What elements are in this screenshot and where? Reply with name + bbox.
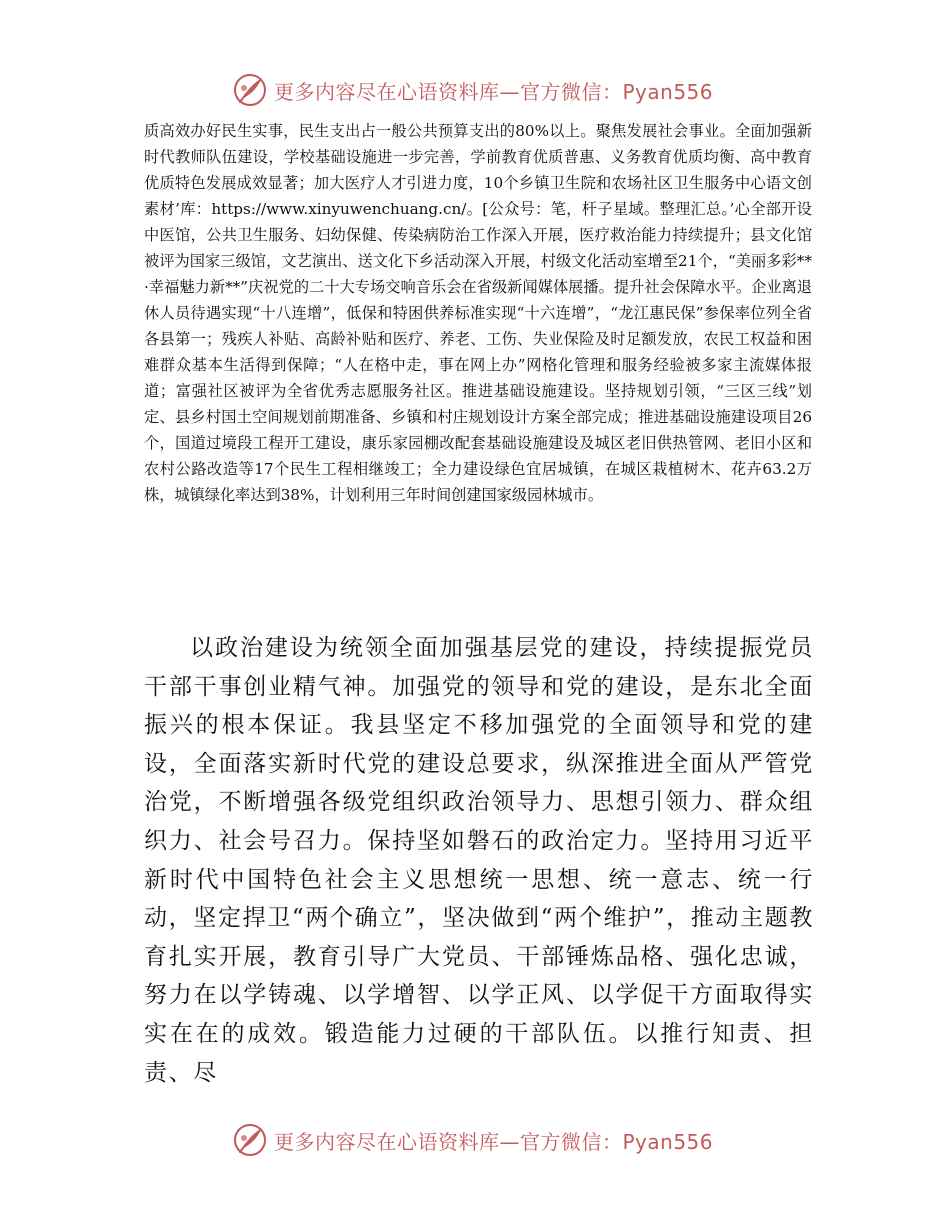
feather-quill-logo-icon <box>232 1122 268 1158</box>
header-watermark <box>232 70 732 110</box>
watermark-text: 更多内容尽在心语资料库—官方微信：Pyan556 <box>274 1129 714 1154</box>
watermark-text: 更多内容尽在心语资料库—官方微信：Pyan556 <box>274 79 714 104</box>
body-paragraph-large: 以政治建设为统领全面加强基层党的建设，持续提振党员干部干事创业精气神。加强党的领导和党的建设，是东北全面振兴的根本保证。我县坚定不移加强党的全面领导和党的建设，全面落实新时代党的建设总要求，纵深推进全面从严管党治党，不断增强各级党组织政治领导力、思想引领力、群众组织力、社会号召力。保持坚如磐石的政治定力。坚持用习近平新时代中国特色社会主义思想统一思想、统一意志、统一行动，坚定捍卫“两个确立”，坚决做到“两个维护”，推动主题教育扎实开展，教育引导广大党员、干部锤炼品格、强化忠诚，努力在以学铸魂、以学增智、以学正风、以学促干方面取得实实在在的成效。锻造能力过硬的干部队伍。以推行知责、担责、尽 <box>144 635 814 1086</box>
body-paragraph-small: 质高效办好民生实事，民生支出占一般公共预算支出的80%以上。聚焦发展社会事业。全面加强新时代教师队伍建设，学校基础设施进一步完善，学前教育优质普惠、义务教育优质均衡、高中教育优质特色发展成效显著；加大医疗人才引进力度，10个乡镇卫生院和农场社区卫生服务中心语文创素材’库：https://www.xinyuwenchuang.cn/。[公众号：笔，杆子星域。整理汇总。’心全部开设中医馆，公共卫生服务、妇幼保健、传染病防治工作深入开展，医疗救治能力持续提升；县文化馆被评为国家三级馆，文艺演出、送文化下乡活动深入开展，村级文化活动室增至21个，“美丽多彩**·幸福魅力新**”庆祝党的二十大专场交响音乐会在省级新闻媒体展播。提升社会保障水平。企业离退休人员待遇实现“十八连增”，低保和特困供养标准实现“十六连增”，“龙江惠民保”参保率位列全省各县第一；残疾人补贴、高龄补贴和医疗、养老、工伤、失业保险及时足额发放，农民工权益和困难群众基本生活得到保障；“人在格中走，事在网上办”网格化管理和服务经验被多家主流媒体报道；富强社区被评为全省优秀志愿服务社区。推进基础设施建设。坚持规划引领，“三区三线”划定、县乡村国土空间规划前期准备、乡镇和村庄规划设计方案全部完成；推进基础设施建设项目26个，国道过境段工程开工建设，康乐家园棚改配套基础设施建设及城区老旧供热管网、老旧小区和农村公路改造等17个民生工程相继竣工；全力建设绿色宜居城镇，在城区栽植树木、花卉63.2万株，城镇绿化率达到38%，计划利用三年时间创建国家级园林城市。 <box>144 122 812 504</box>
feather-quill-logo-icon <box>232 72 268 108</box>
footer-watermark <box>232 1120 732 1160</box>
